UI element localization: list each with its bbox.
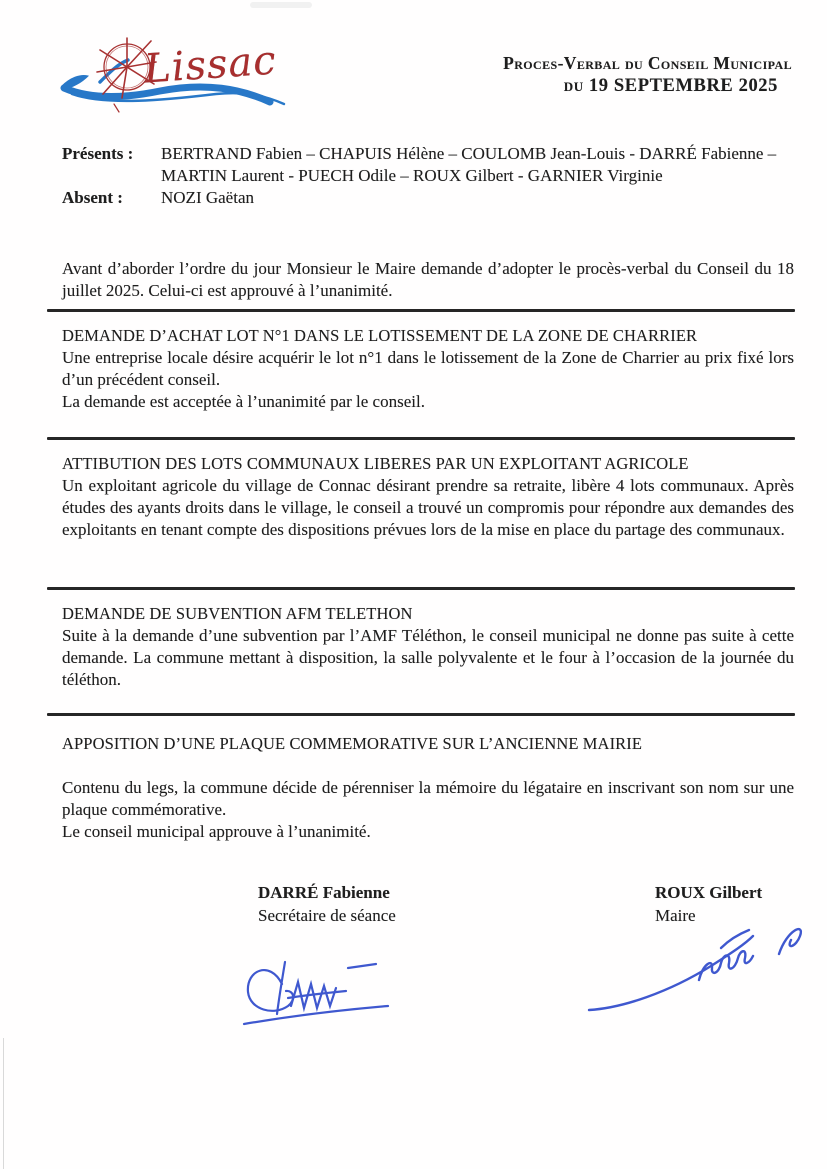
horizontal-rule (47, 309, 795, 312)
intro-paragraph: Avant d’aborder l’ordre du jour Monsieur le Maire demande d’adopter le procès-verbal du Conseil du 18 juillet 2025. Celui-ci est approuvé à l’unanimité. (62, 259, 794, 300)
section-paragraph: Le conseil municipal approuve à l’unanimité. (62, 822, 371, 841)
mayor-name: ROUX Gilbert (655, 883, 763, 902)
title-line-2: du 19 SEPTEMBRE 2025 (563, 76, 778, 96)
attendance-block (62, 143, 792, 209)
horizontal-rule (47, 437, 795, 440)
logo-wordmark: Lissac (142, 37, 279, 93)
lissac-logo (56, 34, 296, 130)
section-title: DEMANDE DE SUBVENTION AFM TELETHON (62, 604, 413, 623)
secretary-role: Secrétaire de séance (258, 906, 396, 925)
section-title: APPOSITION D’UNE PLAQUE COMMEMORATIVE SUR L’ANCIENNE MAIRIE (62, 734, 643, 753)
section-title: ATTIBUTION DES LOTS COMMUNAUX LIBERES PAR UN EXPLOITANT AGRICOLE (62, 454, 689, 473)
section-paragraph: La demande est acceptée à l’unanimité par le conseil. (62, 392, 425, 411)
signature-block-secretary (258, 881, 396, 927)
absent-value: NOZI Gaëtan (161, 188, 254, 207)
section-paragraph: Contenu du legs, la commune décide de pérenniser la mémoire du légataire en inscrivant son nom sur une plaque commémorative. (62, 778, 794, 819)
section-paragraph: Suite à la demande d’une subvention par l’AMF Téléthon, le conseil municipal ne donne pas suite à cette demande. La commune mettant à disposition, la salle polyvalente et le four à l’occasion de la journée du téléthon. (62, 626, 794, 689)
mayor-role: Maire (655, 906, 696, 925)
title-line-1: Proces-Verbal du Conseil Municipal (503, 53, 792, 73)
scan-artifact-top (250, 2, 312, 8)
presents-value: BERTRAND Fabien – CHAPUIS Hélène – COULOMB Jean-Louis - DARRÉ Fabienne –MARTIN Laurent - PUECH Odile – ROUX Gilbert - GARNIER Virginie (161, 144, 777, 185)
section-attribution-lots-communaux (62, 453, 794, 541)
handwritten-signature-roux-icon (583, 918, 813, 1020)
section-subvention-telethon (62, 603, 794, 691)
handwritten-signature-darre-icon (236, 946, 406, 1038)
section-demande-achat-lot (62, 325, 794, 413)
section-title: DEMANDE D’ACHAT LOT N°1 DANS LE LOTISSEMENT DE LA ZONE DE CHARRIER (62, 326, 698, 345)
absent-label: Absent : (62, 188, 123, 207)
section-paragraph: Une entreprise locale désire acquérir le lot n°1 dans le lotissement de la Zone de Charrier au prix fixé lors d’un précédent conseil. (62, 348, 794, 389)
secretary-name: DARRÉ Fabienne (258, 883, 390, 902)
document-title (400, 52, 792, 98)
section-plaque-commemorative (62, 733, 794, 843)
horizontal-rule (47, 587, 795, 590)
horizontal-rule (47, 713, 795, 716)
scan-artifact-left-edge (3, 1038, 4, 1169)
section-paragraph: Un exploitant agricole du village de Connac désirant prendre sa retraite, libère 4 lots communaux. Après études des ayants droits dans le village, le conseil a trouvé un compromis pour répondre aux demandes des exploitants en tenant compte des dispositions prévues lors de la mise en place du partage des communaux. (62, 476, 794, 539)
presents-label: Présents : (62, 144, 134, 163)
